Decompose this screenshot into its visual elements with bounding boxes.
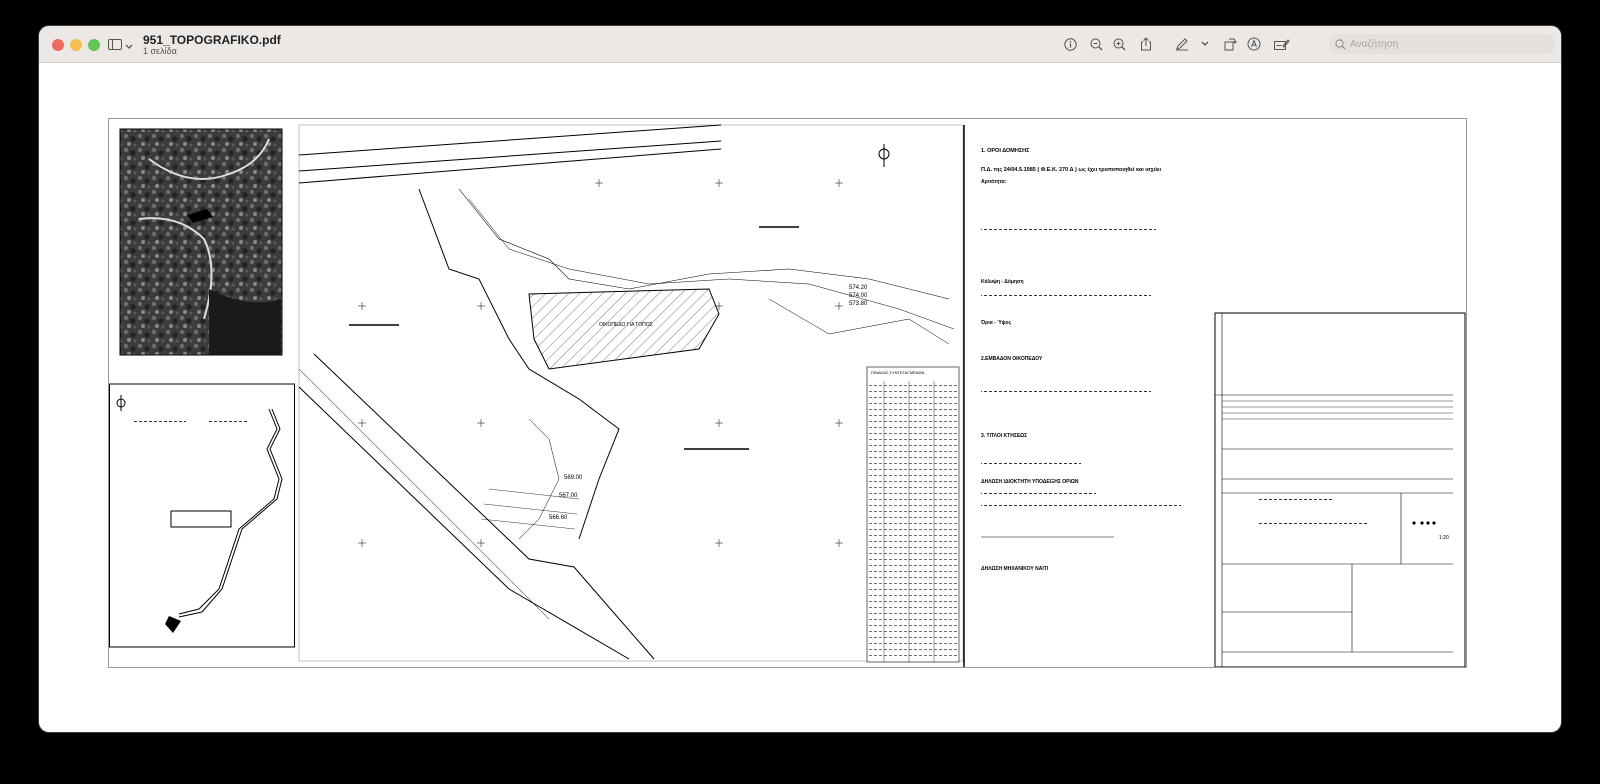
location-sketch xyxy=(110,384,295,647)
minimize-window-button[interactable] xyxy=(70,39,82,51)
plot-label: ΟΙΚΟΠΕΔΟ ΓΙΑ ΤΟΠΟΣ xyxy=(599,322,653,328)
contour-label: 569.00 xyxy=(564,475,583,481)
page-count: 1 σελίδα xyxy=(143,46,177,56)
contour-label: 574.00 xyxy=(849,293,868,299)
pd-line: Π.Δ. της 24/04.5.1985 ( Φ.Ε.Κ. 270 Δ ) ως έχει τροποποιηθεί και ισχύει xyxy=(981,167,1162,173)
dilosi-heading-1: ΔΗΛΩΣΗ ΙΔΙΟΚΤΗΤΗ ΥΠΟΔΕΙΞΗΣ ΟΡΙΩΝ xyxy=(981,479,1079,485)
emvadon-heading: 2.ΕΜΒΑΔΟΝ ΟΙΚΟΠΕΔΟΥ xyxy=(981,356,1043,362)
contour-label: 574.20 xyxy=(849,285,868,291)
notes-column xyxy=(980,148,1191,619)
contour-label: 566.60 xyxy=(549,515,568,521)
pdf-page[interactable] xyxy=(108,118,1467,668)
title-bar xyxy=(39,26,1561,63)
terms-heading: 1. ΟΡΟΙ ΔΟΜΗΣΗΣ xyxy=(981,148,1030,154)
contour-label: 573.80 xyxy=(849,301,868,307)
zoom-in-icon[interactable] xyxy=(1110,35,1128,53)
search-field[interactable] xyxy=(1329,34,1554,54)
artiotita-label: Αρτιότητα: xyxy=(981,179,1007,185)
info-icon[interactable] xyxy=(1061,35,1079,53)
topographic-drawing xyxy=(109,119,1466,667)
aerial-photo xyxy=(120,129,282,355)
markup-pen-icon[interactable] xyxy=(1173,35,1191,53)
site-plan xyxy=(299,125,963,661)
form-fill-icon[interactable] xyxy=(1273,35,1291,53)
markup-menu-chevron-icon[interactable] xyxy=(1196,35,1214,53)
rotate-icon[interactable] xyxy=(1221,35,1239,53)
zoom-window-button[interactable] xyxy=(88,39,100,51)
annotate-icon[interactable] xyxy=(1245,35,1263,53)
coordinates-table xyxy=(867,367,959,662)
search-icon xyxy=(1335,39,1346,50)
close-window-button[interactable] xyxy=(52,39,64,51)
sidebar-icon xyxy=(108,37,122,55)
oroi-ypsos-label: Όρια - Ύψος xyxy=(981,320,1012,326)
dilosi-heading-2: ΔΗΛΩΣΗ ΜΗΧΑΝΙΚΟΥ ΝΑΙΤΙ xyxy=(981,566,1049,572)
contour-label: 567.00 xyxy=(559,493,578,499)
chevron-down-icon xyxy=(125,37,133,55)
scale-value: 1:20 xyxy=(1439,535,1449,541)
sidebar-toggle-button[interactable] xyxy=(108,37,133,55)
tilos-heading: 3. ΤΙΤΛΟΙ ΚΤΗΣΕΩΣ xyxy=(981,433,1028,439)
document-title: 951_TOPOGRAFIKO.pdf xyxy=(143,33,281,47)
search-placeholder: Αναζήτηση xyxy=(1350,38,1399,50)
share-icon[interactable] xyxy=(1137,35,1155,53)
zoom-out-icon[interactable] xyxy=(1087,35,1105,53)
preview-window xyxy=(39,26,1561,732)
table-header: ΠΙΝΑΚΑΣ ΣΥΝΤΕΤΑΓΜΕΝΩΝ xyxy=(871,370,925,375)
title-block xyxy=(1215,313,1465,667)
kalypsi-label: Κάλυψη - Δόμηση xyxy=(981,279,1024,285)
